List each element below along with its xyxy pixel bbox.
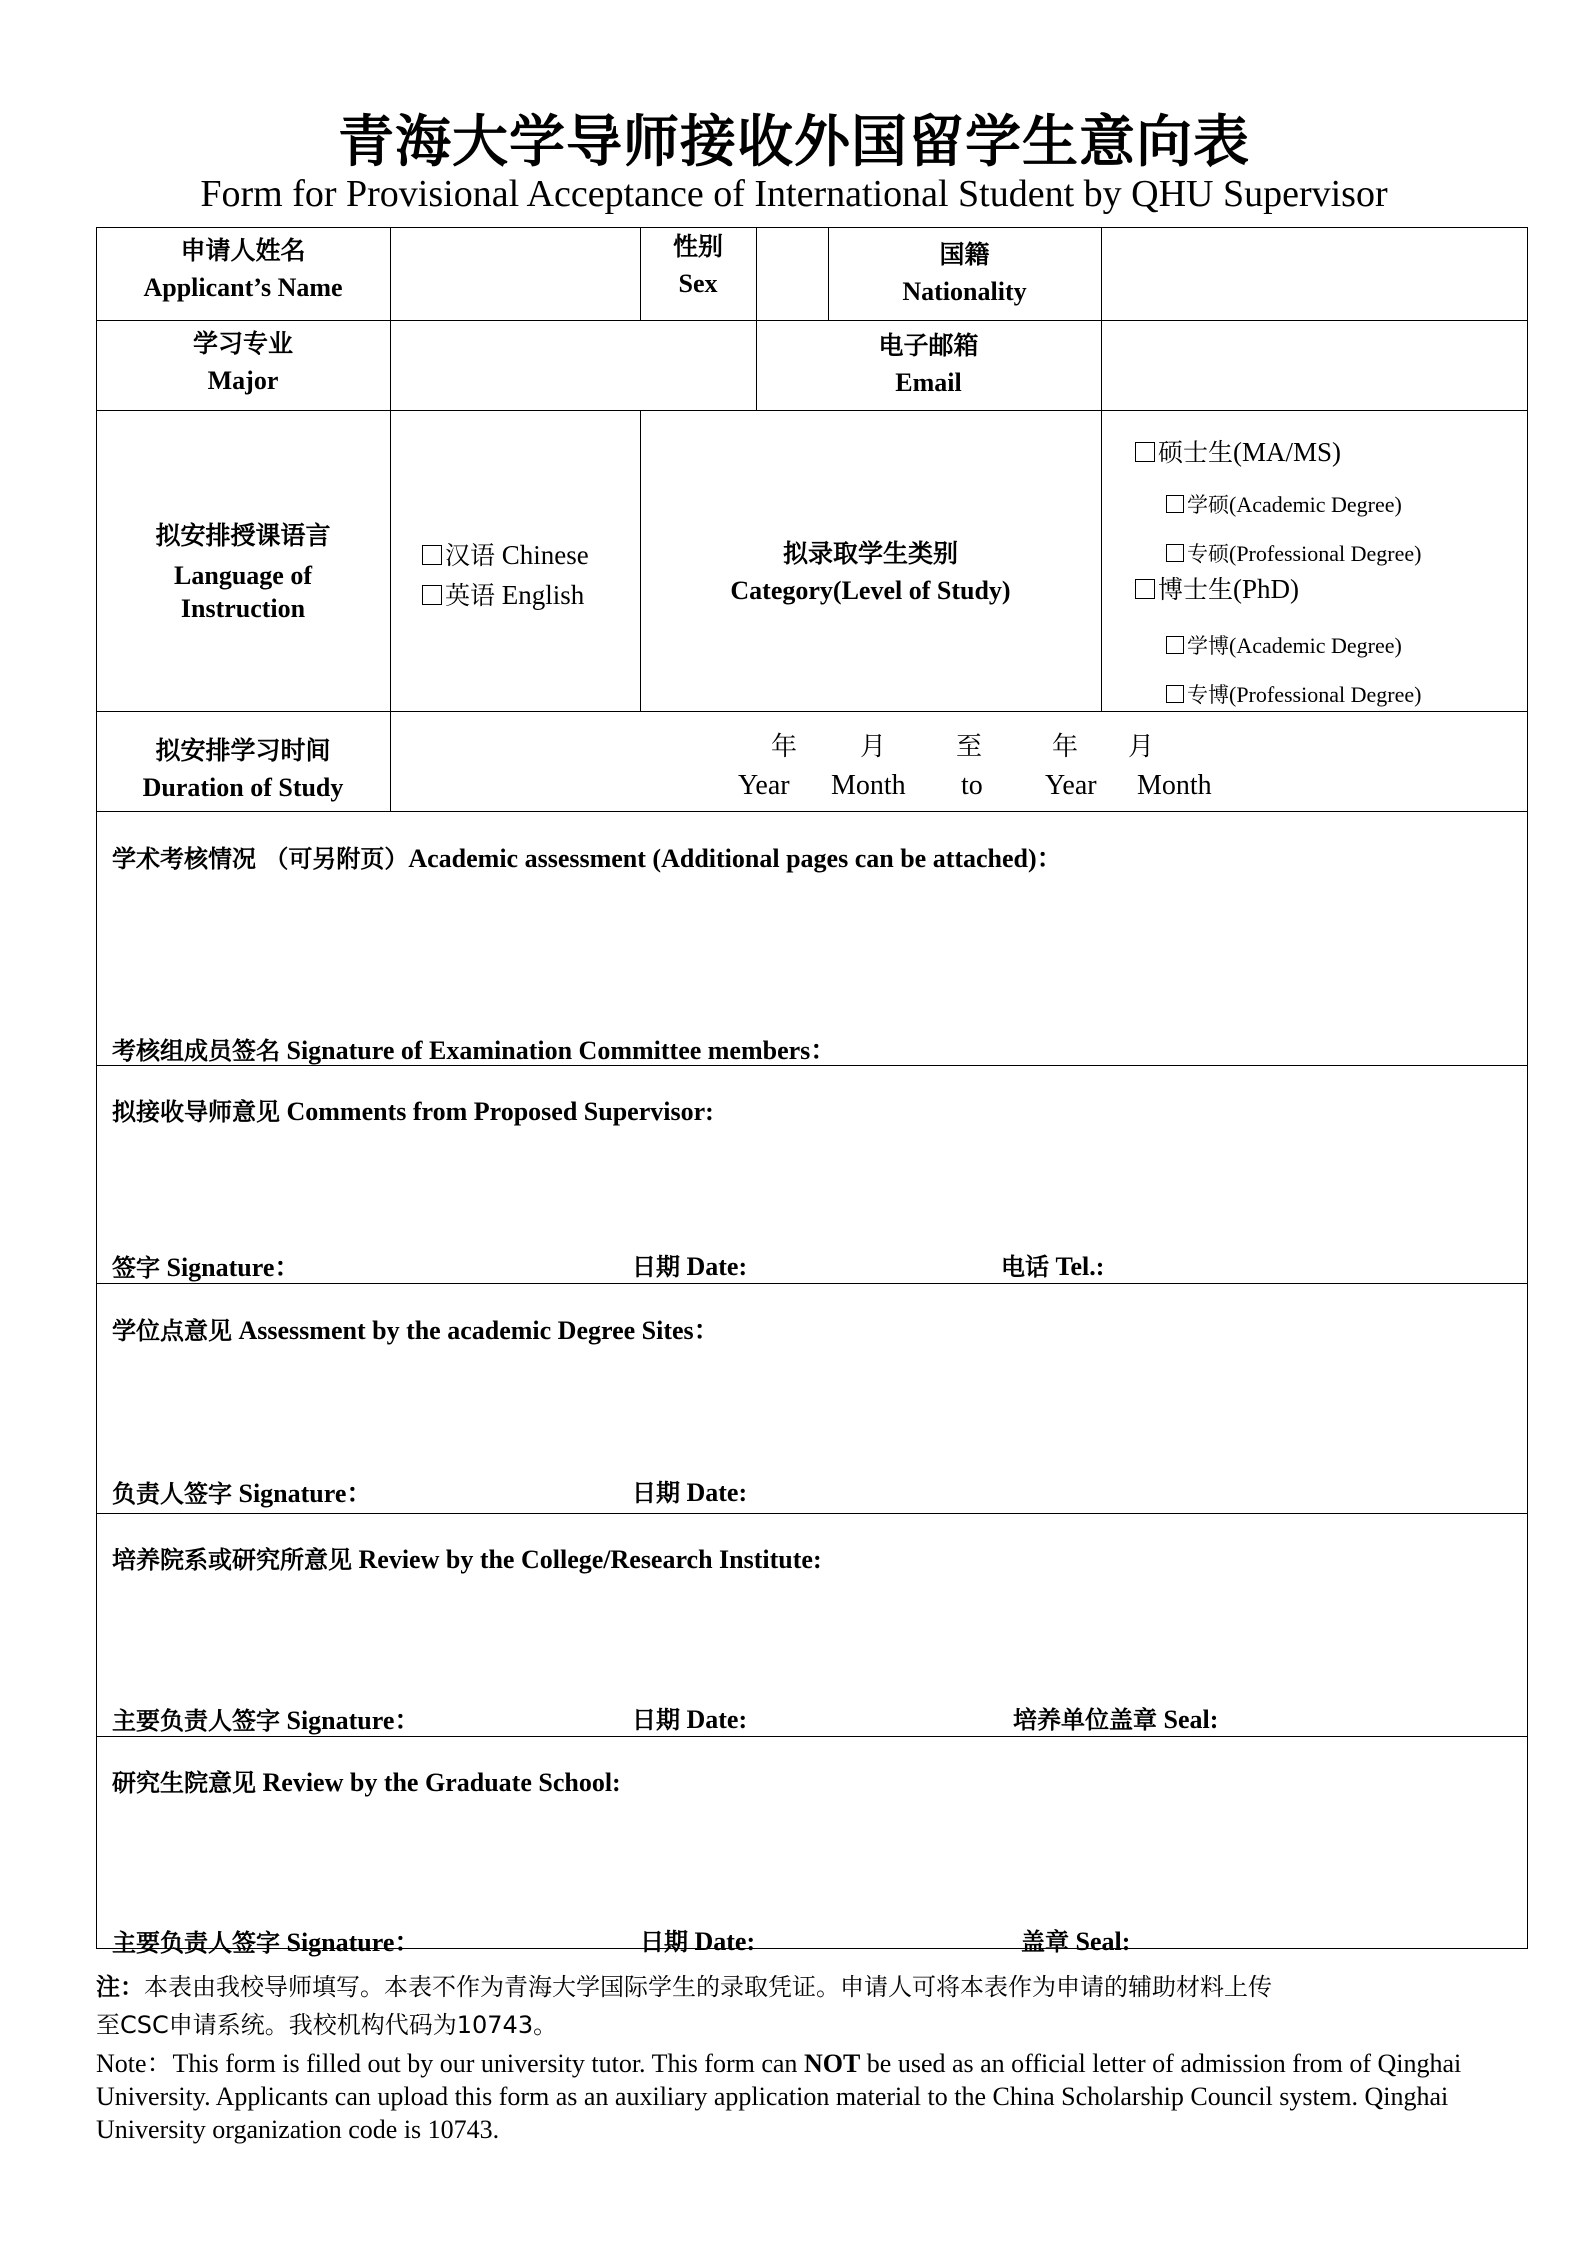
degree-sites-date[interactable]: 日期 Date: bbox=[632, 1478, 748, 1507]
category-option-phd-professional[interactable]: 专博(Professional Degree) bbox=[1166, 679, 1421, 709]
nationality-field[interactable] bbox=[1103, 229, 1525, 319]
language-option-english[interactable]: 英语 English bbox=[422, 576, 584, 612]
category-option-master-professional[interactable]: 专硕(Professional Degree) bbox=[1166, 538, 1421, 568]
supervisor-tel[interactable]: 电话 Tel.: bbox=[1001, 1252, 1105, 1281]
supervisor-comments-title: 拟接收导师意见 Comments from Proposed Supervisor: bbox=[112, 1097, 714, 1126]
form-title-en: Form for Provisional Acceptance of International Student by QHU Supervisor bbox=[200, 173, 1388, 215]
checkbox-icon[interactable] bbox=[1135, 579, 1155, 599]
degree-sites-signature[interactable]: 负责人签字 Signature： bbox=[112, 1479, 373, 1508]
major-field[interactable] bbox=[392, 322, 754, 409]
supervisor-comments-field[interactable] bbox=[98, 1132, 1526, 1237]
supervisor-signature[interactable]: 签字 Signature： bbox=[112, 1253, 301, 1282]
checkbox-icon[interactable] bbox=[1166, 544, 1184, 562]
nationality-label: 国籍 Nationality bbox=[902, 240, 1027, 307]
academic-assessment-field[interactable] bbox=[98, 880, 1526, 1020]
form-title-cn: 青海大学导师接收外国留学生意向表 bbox=[338, 110, 1250, 175]
checkbox-icon[interactable] bbox=[422, 545, 442, 565]
checkbox-icon[interactable] bbox=[1166, 495, 1184, 513]
duration-year2-en: Year bbox=[1045, 770, 1097, 801]
sex-field[interactable] bbox=[758, 229, 826, 319]
graduate-seal[interactable]: 盖章 Seal: bbox=[1021, 1927, 1131, 1956]
category-option-master[interactable]: 硕士生(MA/MS) bbox=[1135, 433, 1341, 469]
email-label: 电子邮箱 Email bbox=[878, 331, 979, 398]
checkbox-icon[interactable] bbox=[1135, 442, 1155, 462]
checkbox-icon[interactable] bbox=[1166, 685, 1184, 703]
examination-committee-signature[interactable]: 考核组成员签名 Signature of Examination Committee members： bbox=[112, 1036, 837, 1065]
degree-sites-title: 学位点意见 Assessment by the academic Degree Sites： bbox=[112, 1316, 720, 1345]
duration-month-cn: 月 bbox=[860, 732, 887, 762]
note-chinese: 注：本表由我校导师填写。本表不作为青海大学国际学生的录取凭证。申请人可将本表作为申请的辅助材料上传 至CSC申请系统。我校机构代码为10743。 bbox=[96, 1973, 1272, 2039]
duration-to-en: to bbox=[961, 770, 983, 801]
college-review-field[interactable] bbox=[98, 1580, 1526, 1690]
duration-to-cn: 至 bbox=[956, 732, 983, 762]
degree-sites-field[interactable] bbox=[98, 1350, 1526, 1460]
checkbox-icon[interactable] bbox=[422, 585, 442, 605]
major-label: 学习专业 Major bbox=[192, 329, 293, 396]
category-label: 拟录取学生类别 Category(Level of Study) bbox=[730, 539, 1011, 606]
college-seal[interactable]: 培养单位盖章 Seal: bbox=[1013, 1705, 1219, 1734]
college-signature[interactable]: 主要负责人签字 Signature： bbox=[112, 1706, 421, 1735]
checkbox-icon[interactable] bbox=[1166, 636, 1184, 654]
duration-year2-cn: 年 bbox=[1052, 732, 1079, 762]
email-field[interactable] bbox=[1103, 322, 1525, 409]
duration-label: 拟安排学习时间 Duration of Study bbox=[142, 736, 344, 803]
language-label: 拟安排授课语言 Language of Instruction bbox=[155, 521, 331, 624]
note-english: Note：This form is filled out by our university tutor. This form can NOT be used as an official letter of admission from of Qinghai University. Applicants can upload this form as an auxiliary application material to the China Scholarship Council system. Qinghai University organization code is 10743. bbox=[96, 2049, 1462, 2144]
graduate-school-field[interactable] bbox=[98, 1803, 1526, 1913]
graduate-date[interactable]: 日期 Date: bbox=[640, 1927, 756, 1956]
category-option-master-academic[interactable]: 学硕(Academic Degree) bbox=[1166, 489, 1402, 519]
graduate-school-title: 研究生院意见 Review by the Graduate School: bbox=[112, 1768, 621, 1797]
duration-month2-en: Month bbox=[1137, 770, 1212, 801]
college-date[interactable]: 日期 Date: bbox=[632, 1705, 748, 1734]
graduate-signature[interactable]: 主要负责人签字 Signature： bbox=[112, 1928, 421, 1957]
duration-month2-cn: 月 bbox=[1128, 732, 1155, 762]
language-option-chinese[interactable]: 汉语 Chinese bbox=[422, 536, 589, 572]
academic-assessment-title: 学术考核情况 （可另附页）Academic assessment (Additional pages can be attached)： bbox=[112, 844, 1063, 873]
applicant-name-label: 申请人姓名 Applicant’s Name bbox=[143, 236, 343, 303]
duration-year-en: Year bbox=[738, 770, 790, 801]
supervisor-date[interactable]: 日期 Date: bbox=[632, 1252, 748, 1281]
sex-label: 性别 Sex bbox=[672, 232, 723, 299]
category-option-phd[interactable]: 博士生(PhD) bbox=[1135, 570, 1299, 606]
applicant-name-field[interactable] bbox=[392, 229, 638, 319]
category-option-phd-academic[interactable]: 学博(Academic Degree) bbox=[1166, 630, 1402, 660]
duration-month-en: Month bbox=[831, 770, 906, 801]
duration-year-cn: 年 bbox=[771, 732, 798, 762]
college-review-title: 培养院系或研究所意见 Review by the College/Research Institute: bbox=[112, 1545, 822, 1574]
